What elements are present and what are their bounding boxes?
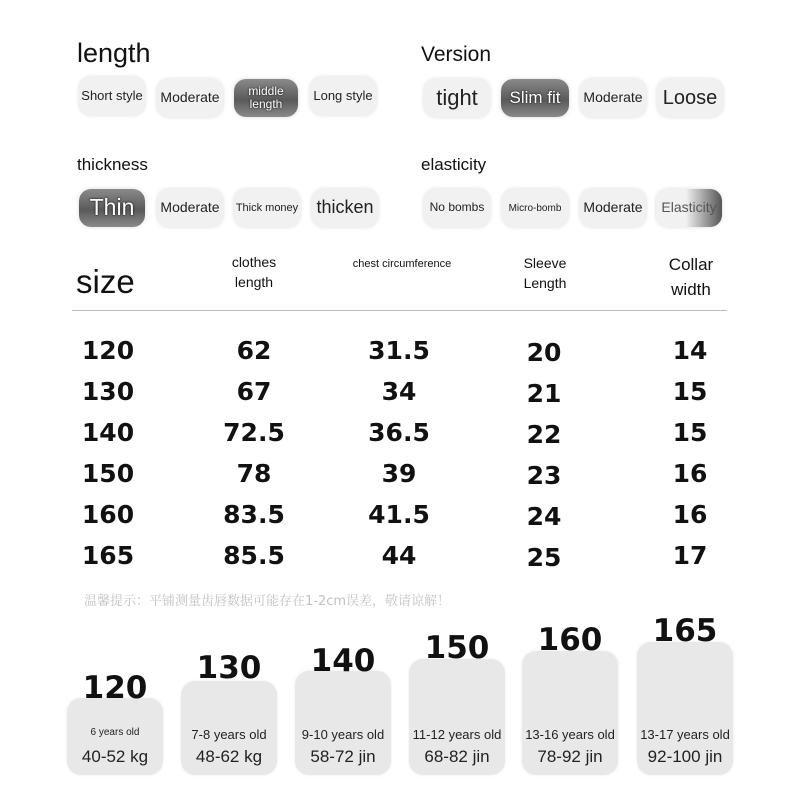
table-cell: 31.5 — [368, 336, 430, 365]
table-cell: 16 — [672, 459, 708, 488]
length-option-moderate[interactable]: Moderate — [157, 79, 223, 117]
size-guide-size: 120 — [82, 670, 148, 706]
size-guide-item — [637, 0, 733, 775]
thickness-title: thickness — [77, 155, 148, 174]
size-guide-item — [409, 0, 505, 775]
size-guide-weight: 58-72 jin — [310, 747, 376, 766]
thickness-option-thick[interactable]: Thick money — [234, 189, 300, 227]
thickness-option-thicken[interactable]: thicken — [312, 189, 378, 227]
size-guide-size: 130 — [196, 650, 262, 686]
thickness-option-thin[interactable]: Thin — [79, 189, 145, 227]
table-cell: 17 — [672, 541, 708, 570]
size-guide-age: 6 years old — [90, 727, 140, 738]
table-cell: 21 — [526, 379, 562, 408]
table-cell: 67 — [236, 377, 272, 406]
length-title: length — [77, 38, 151, 68]
table-cell: 25 — [526, 543, 562, 572]
size-guide-age: 13-17 years old — [640, 727, 730, 742]
size-guide-item — [295, 0, 391, 775]
elasticity-option-none[interactable]: No bombs — [424, 189, 490, 227]
table-divider — [72, 310, 727, 311]
table-cell: 140 — [81, 418, 135, 447]
version-option-slim[interactable]: Slim fit — [501, 79, 569, 117]
table-cell: 24 — [526, 502, 562, 531]
table-cell: 83.5 — [223, 500, 285, 529]
table-cell: 62 — [236, 336, 272, 365]
size-guide-weight: 92-100 jin — [647, 747, 723, 766]
sleeve-length-header: Sleeve Length — [523, 255, 567, 292]
table-cell: 160 — [81, 500, 135, 529]
collar-width-header: Collar width — [668, 255, 714, 299]
version-option-tight[interactable]: tight — [424, 79, 490, 117]
size-guide-age: 13-16 years old — [525, 727, 615, 742]
thickness-option-moderate[interactable]: Moderate — [157, 189, 223, 227]
table-cell: 130 — [81, 377, 135, 406]
table-cell: 120 — [81, 336, 135, 365]
table-cell: 34 — [381, 377, 417, 406]
length-option-middle[interactable]: middle length — [234, 79, 298, 117]
size-guide-weight: 68-82 jin — [424, 747, 490, 766]
version-title: Version — [421, 43, 492, 66]
table-cell: 72.5 — [223, 418, 285, 447]
elasticity-option-micro[interactable]: Micro-bomb — [502, 189, 568, 227]
chest-header: chest circumference — [352, 258, 452, 270]
table-cell: 78 — [236, 459, 272, 488]
version-option-loose[interactable]: Loose — [657, 79, 723, 117]
size-guide-weight: 40-52 kg — [81, 747, 149, 766]
measurement-note: 温馨提示：平铺测量齿唇数据可能存在1-2cm误差，敬请谅解！ — [84, 594, 451, 609]
table-cell: 39 — [381, 459, 417, 488]
size-guide-size: 160 — [537, 622, 603, 658]
size-guide-age: 9-10 years old — [301, 727, 385, 742]
size-guide-weight: 48-62 kg — [195, 747, 263, 766]
size-guide-age: 7-8 years old — [191, 727, 267, 742]
table-cell: 41.5 — [368, 500, 430, 529]
table-cell: 23 — [526, 461, 562, 490]
size-guide-age: 11-12 years old — [412, 727, 502, 742]
table-cell: 20 — [526, 338, 562, 367]
elasticity-option-elastic[interactable]: Elasticity — [656, 189, 722, 227]
size-guide-size: 165 — [652, 613, 718, 649]
table-cell: 44 — [381, 541, 417, 570]
length-option-short[interactable]: Short style — [79, 77, 145, 115]
elasticity-option-moderate[interactable]: Moderate — [580, 189, 646, 227]
size-guide-size: 140 — [310, 643, 376, 679]
clothes-length-header: clothes length — [231, 254, 277, 291]
size-guide-item — [181, 0, 277, 775]
table-cell: 165 — [81, 541, 135, 570]
table-cell: 150 — [81, 459, 135, 488]
size-header: size — [76, 263, 135, 300]
size-guide-item — [522, 0, 618, 775]
table-cell: 14 — [672, 336, 708, 365]
table-cell: 15 — [672, 418, 708, 447]
size-guide-item — [67, 0, 163, 775]
table-cell: 15 — [672, 377, 708, 406]
table-cell: 36.5 — [368, 418, 430, 447]
size-guide-weight: 78-92 jin — [537, 747, 603, 766]
size-guide-size: 150 — [424, 630, 490, 666]
length-option-long[interactable]: Long style — [310, 77, 376, 115]
table-cell: 22 — [526, 420, 562, 449]
version-option-moderate[interactable]: Moderate — [580, 79, 646, 117]
table-cell: 85.5 — [223, 541, 285, 570]
elasticity-title: elasticity — [421, 155, 487, 174]
table-cell: 16 — [672, 500, 708, 529]
